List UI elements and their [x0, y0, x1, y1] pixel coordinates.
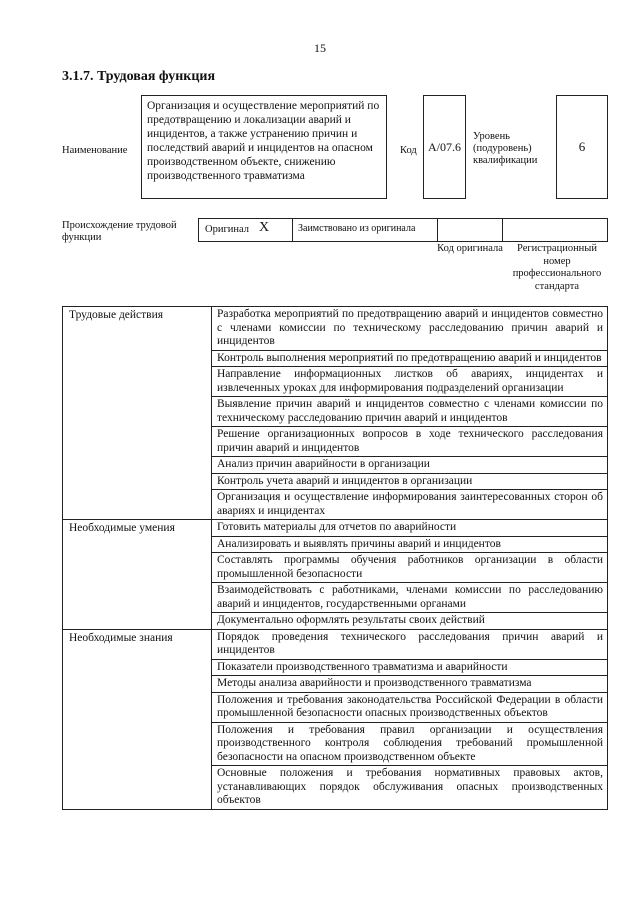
table-row: [63, 629, 608, 659]
origin-code-cell: [437, 218, 503, 242]
code-caption: Код оригинала: [437, 243, 503, 254]
code-value: A/07.6: [423, 95, 466, 199]
item-cell: Решение организационных вопросов в ходе технического расследования причин аварий и инцидентов: [212, 427, 608, 457]
original-mark: X: [259, 220, 270, 235]
table-row: [63, 520, 608, 537]
original-label: Оригинал: [205, 224, 249, 235]
item-cell: Порядок проведения технического расследования причин аварий и инцидентов: [212, 629, 608, 659]
reg-caption: Регистрационный номер профессионального стандарта: [512, 243, 602, 292]
item-cell: Выявление причин аварий и инцидентов совместно с членами комиссии по техническому расследованию причин аварий и инцидентов: [212, 397, 608, 427]
item-cell: Разработка мероприятий по предотвращению аварий и инцидентов совместно с членами комиссии по техническому расследованию причин аварий и инцидентов: [212, 307, 608, 351]
table-row: [63, 307, 608, 351]
code-label: Код: [400, 145, 417, 156]
origin-borrowed-cell: [292, 218, 438, 242]
origin-label: Происхождение трудовой функции: [62, 220, 177, 243]
item-cell: Составлять программы обучения работников организации в области промышленной безопасности: [212, 553, 608, 583]
section-title: 3.1.7. Трудовая функция: [62, 69, 216, 84]
item-cell: Организация и осуществление информирования заинтересованных сторон об авариях и инцидентах: [212, 490, 608, 520]
section-title-cell: Необходимые умения: [63, 520, 212, 630]
item-cell: Показатели производственного травматизма и аварийности: [212, 659, 608, 676]
borrowed-label: Заимствовано из оригинала: [298, 223, 416, 234]
page-number: 15: [314, 41, 326, 55]
origin-reg-cell: [502, 218, 608, 242]
item-cell: Положения и требования правил организации и осуществления производственного контроля соблюдения требований промышленной безопасности на опасном производственном объекте: [212, 722, 608, 766]
item-cell: Методы анализа аварийности и производственного травматизма: [212, 676, 608, 693]
item-cell: Направление информационных листков об авариях, инцидентах и извлеченных уроках для информирования подразделений организации: [212, 367, 608, 397]
item-cell: Контроль выполнения мероприятий по предотвращению аварий и инцидентов: [212, 350, 608, 367]
function-name-box: Организация и осуществление мероприятий по предотвращению и локализации аварий и инцидентов, а также устранению причин и последствий аварий и инцидентов на опасном производственном объекте, снижению производственного травматизма: [141, 95, 387, 199]
item-cell: Положения и требования законодательства Российской Федерации в области промышленной безопасности опасных производственных объектов: [212, 692, 608, 722]
item-cell: Взаимодействовать с работниками, членами комиссии по расследованию аварий и инцидентов, государственными органами: [212, 583, 608, 613]
name-label: Наименование: [62, 145, 128, 156]
item-cell: Готовить материалы для отчетов по аварийности: [212, 520, 608, 537]
functions-table-body: [63, 307, 608, 810]
item-cell: Документально оформлять результаты своих действий: [212, 613, 608, 630]
functions-table: [62, 306, 608, 810]
item-cell: Анализ причин аварийности в организации: [212, 457, 608, 474]
item-cell: Контроль учета аварий и инцидентов в организации: [212, 473, 608, 490]
section-title-cell: Трудовые действия: [63, 307, 212, 520]
level-value: 6: [556, 95, 608, 199]
item-cell: Анализировать и выявлять причины аварий и инцидентов: [212, 536, 608, 553]
item-cell: Основные положения и требования нормативных правовых актов, устанавливающих порядок обслуживания опасных производственных объектов: [212, 766, 608, 810]
section-title-cell: Необходимые знания: [63, 629, 212, 809]
origin-original-cell: [198, 218, 293, 242]
level-label: Уровень (подуровень) квалификации: [473, 131, 538, 166]
